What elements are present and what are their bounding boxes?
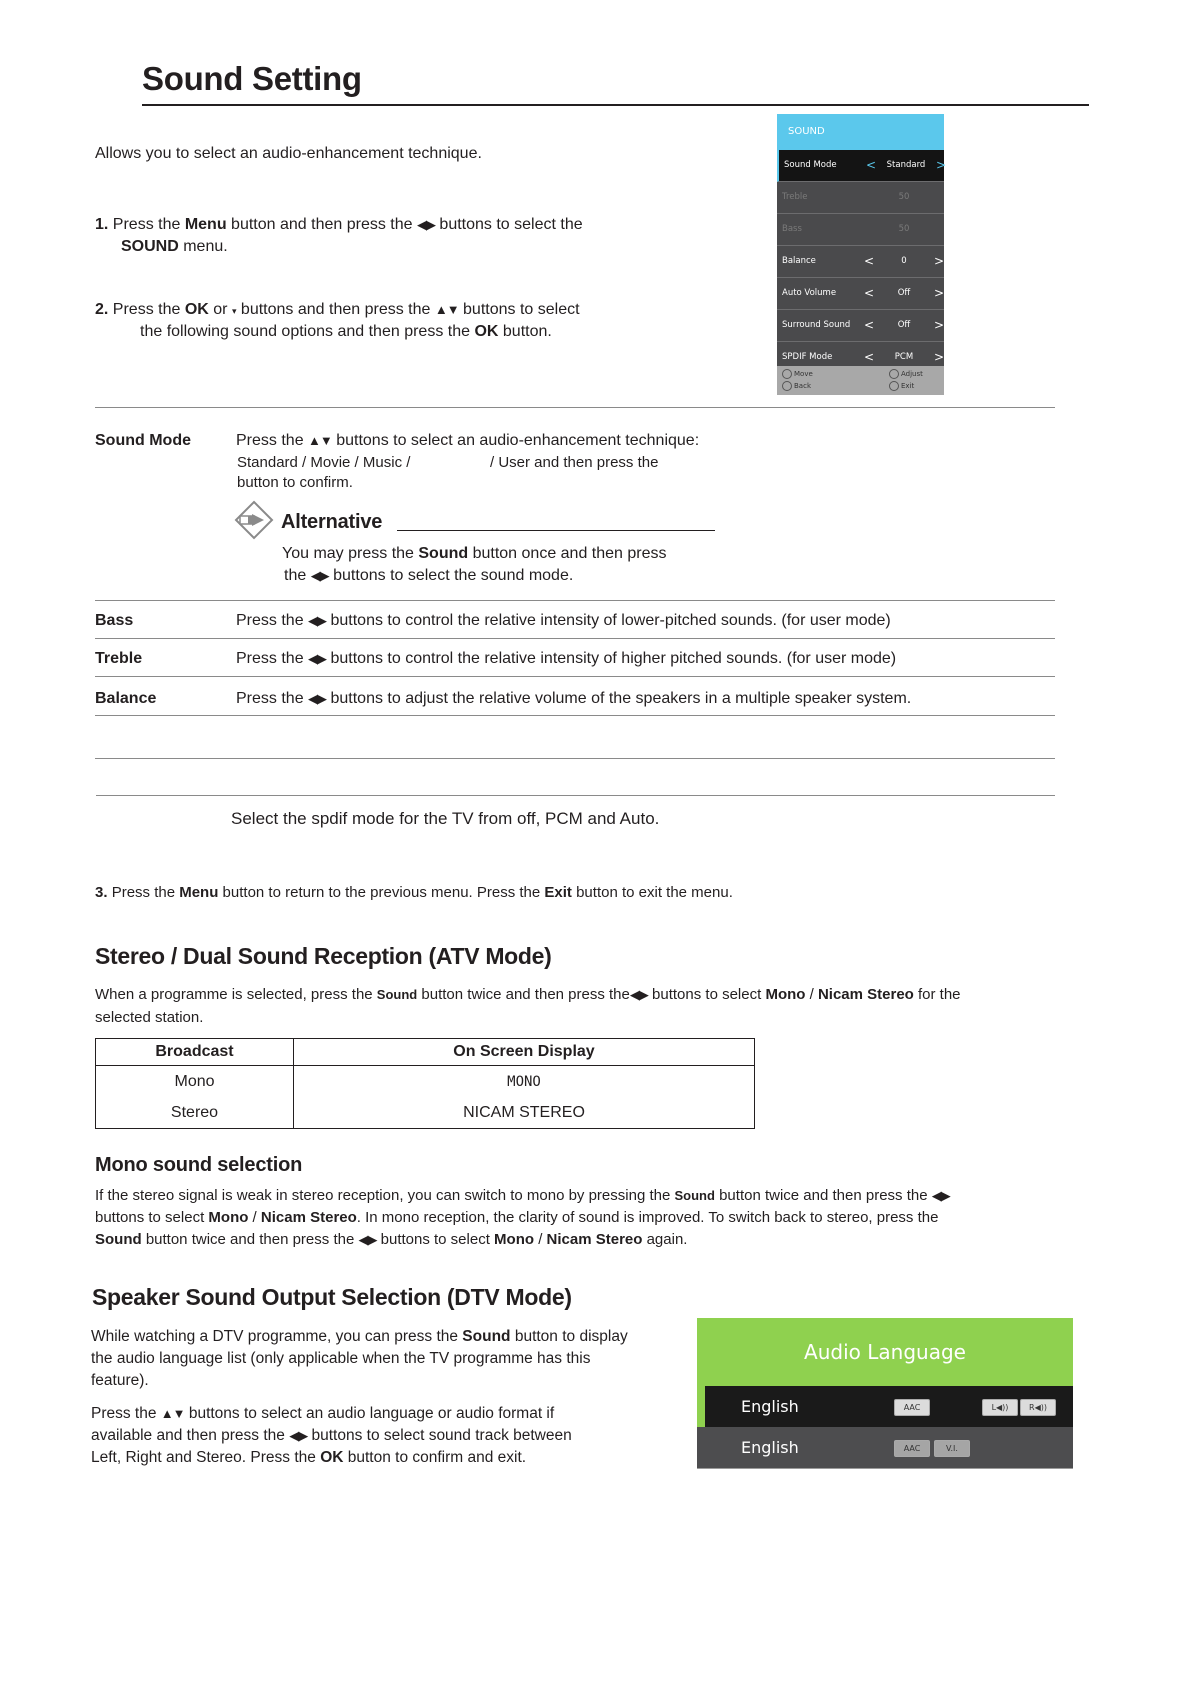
alternative-text-1: [282, 543, 667, 565]
broadcast-cell: Stereo: [96, 1097, 294, 1129]
page-title: Sound Setting: [142, 60, 362, 97]
row-value: 50: [898, 192, 910, 202]
menu-row-sound-mode[interactable]: [777, 150, 947, 182]
row-label: Balance: [782, 256, 816, 266]
alternative-text-2: [284, 565, 573, 587]
menu-footer: [777, 366, 944, 395]
left-right-arrows-icon: ◀▶: [310, 568, 329, 583]
sound-mode-desc-3: button to confirm.: [237, 474, 353, 491]
left-right-arrows-icon: ◀▶: [308, 651, 327, 666]
menu-row-treble: [777, 182, 944, 214]
text: button to confirm and exit.: [343, 1449, 527, 1466]
sound-menu-ref: SOUND: [121, 238, 179, 255]
table-row: [96, 1066, 755, 1098]
text: button.: [498, 323, 552, 340]
title-rule: [142, 104, 1089, 106]
menu-row-bass: [777, 214, 944, 246]
text: Press the: [236, 432, 309, 449]
text: the: [284, 567, 311, 584]
step-2: [95, 299, 580, 322]
ok-button-ref: OK: [474, 323, 499, 340]
stereo-para-1: [95, 984, 961, 1006]
hint-label: Move: [794, 370, 813, 378]
text: buttons to select the sound mode.: [328, 567, 574, 584]
format-badge-aac: AAC: [894, 1440, 930, 1457]
left-right-arrows-icon: ◀▶: [308, 691, 327, 706]
step-number: 1.: [95, 216, 109, 233]
stereo-para-2: selected station.: [95, 1009, 204, 1026]
text: Press the: [111, 884, 180, 901]
sound-mode-desc-1: [236, 430, 699, 452]
adjust-key-icon: [889, 369, 899, 379]
right-speaker-icon[interactable]: R◀)): [1020, 1399, 1056, 1416]
text: button to display: [510, 1328, 628, 1345]
menu-row-surround-sound[interactable]: [777, 310, 944, 342]
nicam-stereo-ref: Nicam Stereo: [546, 1231, 643, 1248]
text: If the stereo signal is weak in stereo reception, you can switch to mono by pressing the: [95, 1187, 675, 1204]
up-down-arrows-icon: ▲▼: [308, 433, 332, 448]
broadcast-cell: Mono: [96, 1066, 294, 1098]
divider: [95, 407, 1055, 408]
chevron-right-icon[interactable]: >: [934, 318, 945, 332]
ok-button-ref: OK: [184, 301, 209, 318]
text: again.: [642, 1231, 688, 1248]
dtv-para-2-l2: [91, 1425, 572, 1447]
text: /: [534, 1231, 547, 1248]
option-label-sound-mode: Sound Mode: [95, 432, 191, 449]
text: Left, Right and Stereo. Press the: [91, 1449, 321, 1466]
left-right-arrows-icon: ◀▶: [308, 613, 327, 628]
dtv-para-1-l3: feature).: [91, 1372, 149, 1389]
text: When a programme is selected, press the: [95, 986, 377, 1003]
up-down-arrows-icon: ▲▼: [434, 302, 459, 317]
text: available and then press the: [91, 1427, 290, 1444]
divider: [95, 676, 1055, 677]
dtv-para-1-l2: the audio language list (only applicable when the TV programme has this: [91, 1350, 591, 1367]
text: While watching a DTV programme, you can press the: [91, 1328, 463, 1345]
menu-row-auto-volume[interactable]: [777, 278, 944, 310]
chevron-right-icon[interactable]: >: [936, 158, 947, 172]
exit-key-icon: [889, 381, 899, 391]
left-right-arrows-icon: ◀▶: [289, 1428, 308, 1443]
menu-title: SOUND: [777, 114, 944, 150]
step-3: [95, 882, 733, 904]
chevron-left-icon[interactable]: <: [866, 158, 877, 172]
text: button twice and then press the: [417, 986, 630, 1003]
sound-mode-desc-2: Standard / Movie / Music /: [237, 454, 411, 471]
mono-ref: Mono: [494, 1231, 535, 1248]
text: Press the: [236, 690, 309, 707]
hint-adjust: [889, 369, 923, 379]
column-header: Broadcast: [96, 1039, 294, 1066]
text: Press the: [112, 301, 185, 318]
format-badge-aac: AAC: [894, 1399, 930, 1416]
nav-pad-icon: [782, 369, 792, 379]
dtv-heading: Speaker Sound Output Selection (DTV Mode): [92, 1284, 572, 1310]
balance-desc: [236, 688, 911, 710]
text: buttons to select: [376, 1231, 495, 1248]
divider: [96, 795, 1055, 796]
row-label: Sound Mode: [784, 160, 837, 170]
audio-language-row-selected[interactable]: [697, 1386, 1073, 1427]
table-row: [96, 1097, 755, 1129]
text: for the: [913, 986, 961, 1003]
chevron-left-icon[interactable]: <: [864, 318, 875, 332]
row-label: Auto Volume: [782, 288, 837, 298]
menu-row-balance[interactable]: [777, 246, 944, 278]
step-1-cont: [121, 236, 228, 258]
text: buttons to select an audio-enhancement technique:: [331, 432, 700, 449]
mono-heading: Mono sound selection: [95, 1154, 303, 1176]
alternative-icon: [234, 500, 276, 540]
text: buttons to select the: [434, 216, 583, 233]
hint-label: Exit: [901, 382, 915, 390]
osd-cell: MONO: [294, 1066, 755, 1098]
hint-label: Adjust: [901, 370, 923, 378]
text: /: [248, 1209, 261, 1226]
text: buttons to control the relative intensity of higher pitched sounds. (for user mode): [326, 650, 897, 667]
divider: [95, 715, 1055, 716]
text: Press the: [236, 612, 309, 629]
text: menu.: [178, 238, 228, 255]
left-right-arrows-icon: ◀▶: [358, 1232, 377, 1247]
dtv-para-1: [91, 1326, 628, 1348]
hint-exit: [889, 381, 914, 391]
text: buttons to select: [647, 986, 766, 1003]
osd-cell: NICAM STEREO: [294, 1097, 755, 1129]
row-value: Off: [897, 288, 911, 298]
left-right-arrows-icon: ◀▶: [629, 987, 648, 1002]
dtv-para-2-l3: [91, 1447, 526, 1469]
treble-desc: [236, 648, 896, 670]
bass-desc: [236, 610, 891, 632]
table-header-row: [96, 1039, 755, 1066]
hint-label: Back: [794, 382, 811, 390]
chevron-left-icon[interactable]: <: [864, 254, 875, 268]
menu-button-ref: Menu: [184, 216, 227, 233]
divider: [95, 758, 1055, 759]
text: button twice and then press the: [714, 1187, 932, 1204]
text: /: [805, 986, 818, 1003]
format-badge-vi: V.I.: [934, 1440, 970, 1457]
chevron-left-icon[interactable]: <: [864, 350, 875, 364]
text: button twice and then press the: [141, 1231, 359, 1248]
mono-line-1: [95, 1185, 950, 1207]
mono-line-2: [95, 1207, 938, 1229]
hint-back: [782, 381, 811, 391]
tv-sound-menu: [777, 114, 947, 395]
text: button and then press the: [226, 216, 417, 233]
text: buttons to select sound track between: [307, 1427, 572, 1444]
chevron-right-icon[interactable]: >: [934, 350, 945, 364]
text: buttons to control the relative intensity of lower-pitched sounds. (for user mode): [326, 612, 891, 629]
mono-line-3: [95, 1229, 687, 1251]
sound-mode-desc-2b: / User and then press the: [490, 454, 659, 471]
language-label: English: [741, 1397, 799, 1416]
row-value: 50: [898, 224, 910, 234]
alternative-rule: [397, 530, 715, 531]
sound-button-ref: Sound: [462, 1328, 511, 1345]
chevron-right-icon[interactable]: >: [934, 286, 945, 300]
sound-button-ref: Sound: [95, 1231, 142, 1248]
text: buttons to select an audio language or audio format if: [184, 1405, 555, 1422]
sound-button-ref: Sound: [418, 545, 469, 562]
left-right-arrows-icon: ◀▶: [416, 217, 435, 232]
language-label: English: [741, 1438, 799, 1457]
left-speaker-icon[interactable]: L◀)): [982, 1399, 1018, 1416]
divider: [95, 638, 1055, 639]
text: button to exit the menu.: [571, 884, 733, 901]
row-label: Surround Sound: [782, 320, 851, 330]
row-label: Bass: [782, 224, 802, 234]
chevron-right-icon[interactable]: >: [934, 254, 945, 268]
option-label-balance: Balance: [95, 690, 157, 707]
column-header: On Screen Display: [294, 1039, 755, 1066]
text: Press the: [112, 216, 185, 233]
text: the following sound options and then press the: [140, 323, 475, 340]
nicam-stereo-ref: Nicam Stereo: [817, 986, 914, 1003]
text: buttons to adjust the relative volume of the speakers in a multiple speaker system.: [326, 690, 912, 707]
text: or: [208, 301, 232, 318]
dtv-para-2: [91, 1403, 554, 1425]
step-1: [95, 214, 583, 236]
text: buttons to select: [95, 1209, 209, 1226]
text: . In mono reception, the clarity of sound is improved. To switch back to stereo, press the: [356, 1209, 939, 1226]
exit-button-ref: Exit: [544, 884, 572, 901]
text: button once and then press: [468, 545, 667, 562]
intro-text: Allows you to select an audio-enhancement technique.: [95, 145, 482, 162]
back-key-icon: [782, 381, 792, 391]
audio-language-row[interactable]: [697, 1427, 1073, 1469]
mono-ref: Mono: [765, 986, 806, 1003]
alternative-title: Alternative: [281, 511, 383, 533]
sound-button-ref: Sound: [376, 987, 418, 1002]
chevron-left-icon[interactable]: <: [864, 286, 875, 300]
row-value: Off: [897, 320, 911, 330]
audio-language-title: Audio Language: [697, 1318, 1073, 1386]
row-label: SPDIF Mode: [782, 352, 833, 362]
step-2-cont: [140, 321, 552, 343]
divider: [95, 600, 1055, 601]
left-right-arrows-icon: ◀▶: [931, 1188, 950, 1203]
row-value: PCM: [894, 352, 914, 362]
text: button to return to the previous menu. Press the: [218, 884, 545, 901]
option-label-bass: Bass: [95, 612, 134, 629]
option-label-treble: Treble: [95, 650, 143, 667]
broadcast-table: [95, 1038, 755, 1129]
audio-language-panel: [697, 1318, 1073, 1468]
menu-button-ref: Menu: [179, 884, 219, 901]
text: buttons to select: [458, 301, 580, 318]
text: Press the: [91, 1405, 161, 1422]
up-down-arrows-icon: ▲▼: [160, 1406, 185, 1421]
sound-button-ref: Sound: [674, 1188, 715, 1203]
step-number: 2.: [95, 301, 109, 318]
text: buttons and then press the: [236, 301, 435, 318]
mono-ref: Mono: [208, 1209, 249, 1226]
text: You may press the: [282, 545, 419, 562]
row-value: Standard: [886, 160, 926, 170]
spdif-desc: Select the spdif mode for the TV from off, PCM and Auto.: [231, 809, 660, 828]
nicam-stereo-ref: Nicam Stereo: [260, 1209, 357, 1226]
row-label: Treble: [782, 192, 808, 202]
step-number: 3.: [95, 884, 108, 901]
down-arrow-icon: ▾: [231, 306, 237, 316]
ok-button-ref: OK: [320, 1449, 344, 1466]
hint-move: [782, 369, 813, 379]
row-value: 0: [901, 256, 907, 266]
stereo-heading: Stereo / Dual Sound Reception (ATV Mode): [95, 943, 552, 969]
text: Press the: [236, 650, 309, 667]
